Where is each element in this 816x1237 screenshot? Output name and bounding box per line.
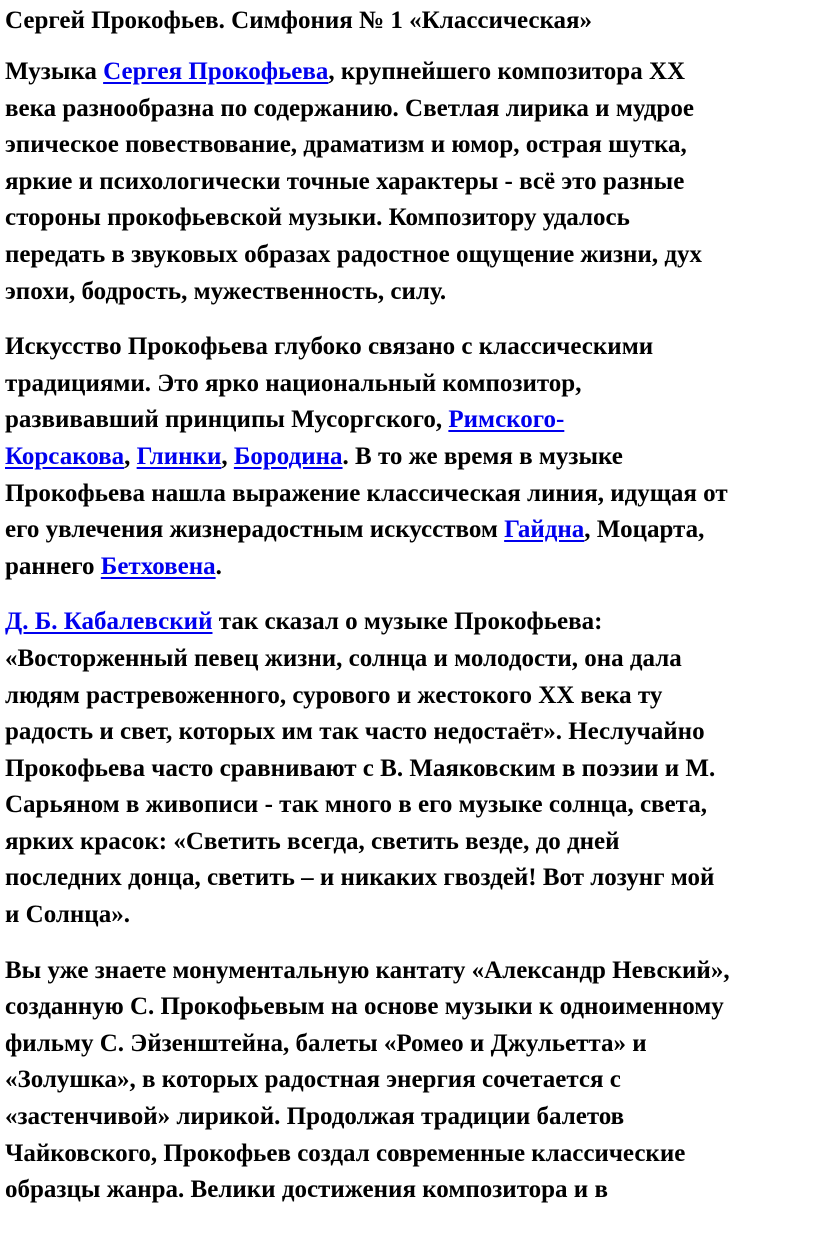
text-run: стороны прокофьевской музыки. Композитору удалось	[5, 204, 630, 232]
text-run: .	[215, 552, 222, 580]
text-run: яркие и психологически точные характеры - всё это разные	[5, 167, 685, 195]
text-line	[5, 54, 802, 91]
text-run: , Моцарта,	[584, 516, 705, 544]
paragraph-4	[5, 953, 802, 1209]
text-run: образцы жанра. Велики достижения композитора и в	[5, 1176, 608, 1204]
text-run: людям растревоженного, сурового и жестокого ХХ века ту	[5, 681, 663, 709]
text-line	[5, 91, 802, 128]
text-run: развивавший принципы Мусоргского,	[5, 406, 449, 434]
text-line	[5, 751, 802, 788]
text-run: века разнообразна по содержанию. Светлая лирика и мудрое	[5, 94, 694, 122]
text-run: «Золушка», в которых радостная энергия сочетается с	[5, 1066, 621, 1094]
document-title: Сергей Прокофьев. Симфония № 1 «Классическая»	[5, 7, 593, 34]
text-run: ,	[221, 442, 234, 470]
text-line	[5, 714, 802, 751]
text-run: Чайковского, Прокофьев создал современные классические	[5, 1139, 686, 1167]
text-line	[5, 824, 802, 861]
text-line	[5, 274, 802, 311]
text-run: эпохи, бодрость, мужественность, силу.	[5, 277, 447, 305]
text-line	[5, 439, 802, 476]
text-line	[5, 953, 802, 990]
text-line	[5, 549, 802, 586]
text-line	[5, 787, 802, 824]
hyperlink[interactable]: Глинки	[136, 442, 222, 470]
text-run: эпическое повествование, драматизм и юмор, острая шутка,	[5, 131, 687, 159]
text-run: «застенчивой» лирикой. Продолжая традиции балетов	[5, 1103, 625, 1131]
text-line	[5, 989, 802, 1026]
text-line	[5, 237, 802, 274]
text-run: радость и свет, которых им так часто недостаёт». Неслучайно	[5, 718, 705, 746]
text-run: традициями. Это ярко национальный композитор,	[5, 369, 582, 397]
hyperlink[interactable]: Римского-	[448, 406, 565, 434]
text-run: Искусство Прокофьева глубоко связано с классическими	[5, 333, 654, 361]
hyperlink[interactable]: Сергея Прокофьева	[103, 58, 329, 85]
text-run: Прокофьева нашла выражение классическая линия, идущая от	[5, 479, 728, 507]
hyperlink[interactable]: Бородина	[233, 442, 343, 470]
text-run: Прокофьева часто сравнивают с В. Маяковским в поэзии и М.	[5, 754, 716, 782]
text-run: так сказал о музыке Прокофьева:	[212, 608, 603, 636]
text-line	[5, 897, 802, 934]
text-run: Вы уже знаете монументальную кантату «Александр Невский»,	[5, 956, 730, 984]
hyperlink[interactable]: Гайдна	[504, 516, 585, 544]
text-run: последних донца, светить – и никаких гвоздей! Вот лозунг мой	[5, 864, 715, 892]
hyperlink[interactable]: Корсакова	[5, 442, 125, 470]
document-page	[0, 3, 816, 1237]
text-run: фильму С. Эйзенштейна, балеты «Ромео и Джульетта» и	[5, 1029, 647, 1057]
text-line	[5, 329, 802, 366]
text-run: его увлечения жизнерадостным искусством	[5, 516, 505, 544]
text-run: . В то же время в музыке	[342, 442, 623, 470]
text-line	[5, 200, 802, 237]
text-run: передать в звуковых образах радостное ощущение жизни, дух	[5, 240, 702, 268]
text-run: , крупнейшего композитора ХХ	[328, 58, 686, 85]
text-line	[5, 476, 802, 513]
text-run: «Восторженный певец жизни, солнца и молодости, она дала	[5, 644, 682, 672]
text-line	[5, 678, 802, 715]
text-line	[5, 164, 802, 201]
text-line	[5, 127, 802, 164]
paragraph-1	[5, 54, 802, 310]
text-line	[5, 1099, 802, 1136]
text-run: Сарьяном в живописи - так много в его музыке солнца, света,	[5, 791, 707, 819]
hyperlink[interactable]: Д. Б. Кабалевский	[5, 608, 213, 636]
text-line	[5, 641, 802, 678]
hyperlink[interactable]: Бетховена	[100, 552, 216, 580]
text-run: ,	[124, 442, 137, 470]
paragraph-2	[5, 329, 802, 585]
text-run: раннего	[5, 552, 101, 580]
text-line	[5, 402, 802, 439]
text-run: и Солнца».	[5, 901, 130, 929]
text-line	[5, 512, 802, 549]
text-line	[5, 1172, 802, 1209]
paragraph-3	[5, 604, 802, 933]
text-run: ярких красок: «Светить всегда, светить везде, до дней	[5, 827, 620, 855]
text-run: созданную С. Прокофьевым на основе музыки к одноименному	[5, 993, 724, 1021]
text-line	[5, 366, 802, 403]
text-line	[5, 860, 802, 897]
text-run: Музыка	[5, 58, 104, 85]
text-line	[5, 604, 802, 641]
text-line	[5, 1062, 802, 1099]
text-line	[5, 1136, 802, 1173]
text-line	[5, 1026, 802, 1063]
